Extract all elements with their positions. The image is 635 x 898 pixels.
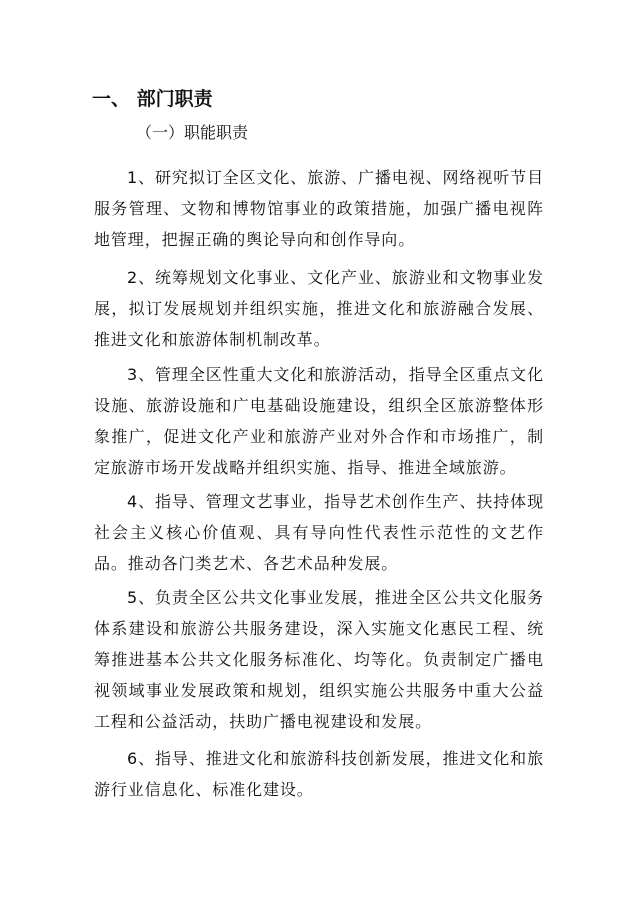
subheading: （一）职能职责 (136, 123, 249, 142)
section-heading: 一、 部门职责 (92, 88, 213, 110)
paragraph-2: 2、统筹规划文化事业、文化产业、旅游业和文物事业发展，拟订发展规划并组织实施，推进文化和旅游融合发展、推进文化和旅游体制机制改革。 (94, 268, 544, 349)
paragraph-6: 6、指导、推进文化和旅游科技创新发展，推进文化和旅游行业信息化、标准化建设。 (94, 749, 544, 799)
paragraph-4: 4、指导、管理文艺事业，指导艺术创作生产、扶持体现社会主义核心价值观、具有导向性代表性示范性的文艺作品。推动各门类艺术、各艺术品种发展。 (94, 492, 544, 573)
paragraph-5: 5、负责全区公共文化事业发展，推进全区公共文化服务体系建设和旅游公共服务建设，深入实施文化惠民工程、统筹推进基本公共文化服务标准化、均等化。负责制定广播电视领域事业发展政策和规划，组织实施公共服务中重大公益工程和公益活动，扶助广播电视建设和发展。 (94, 588, 544, 731)
paragraph-3: 3、管理全区性重大文化和旅游活动，指导全区重点文化设施、旅游设施和广电基础设施建设，组织全区旅游整体形象推广，促进文化产业和旅游产业对外合作和市场推广，制定旅游市场开发战略并组织实施、指导、推进全域旅游。 (94, 365, 544, 477)
paragraph-1: 1、研究拟订全区文化、旅游、广播电视、网络视听节目服务管理、文物和博物馆事业的政策措施，加强广播电视阵地管理，把握正确的舆论导向和创作导向。 (94, 168, 544, 249)
